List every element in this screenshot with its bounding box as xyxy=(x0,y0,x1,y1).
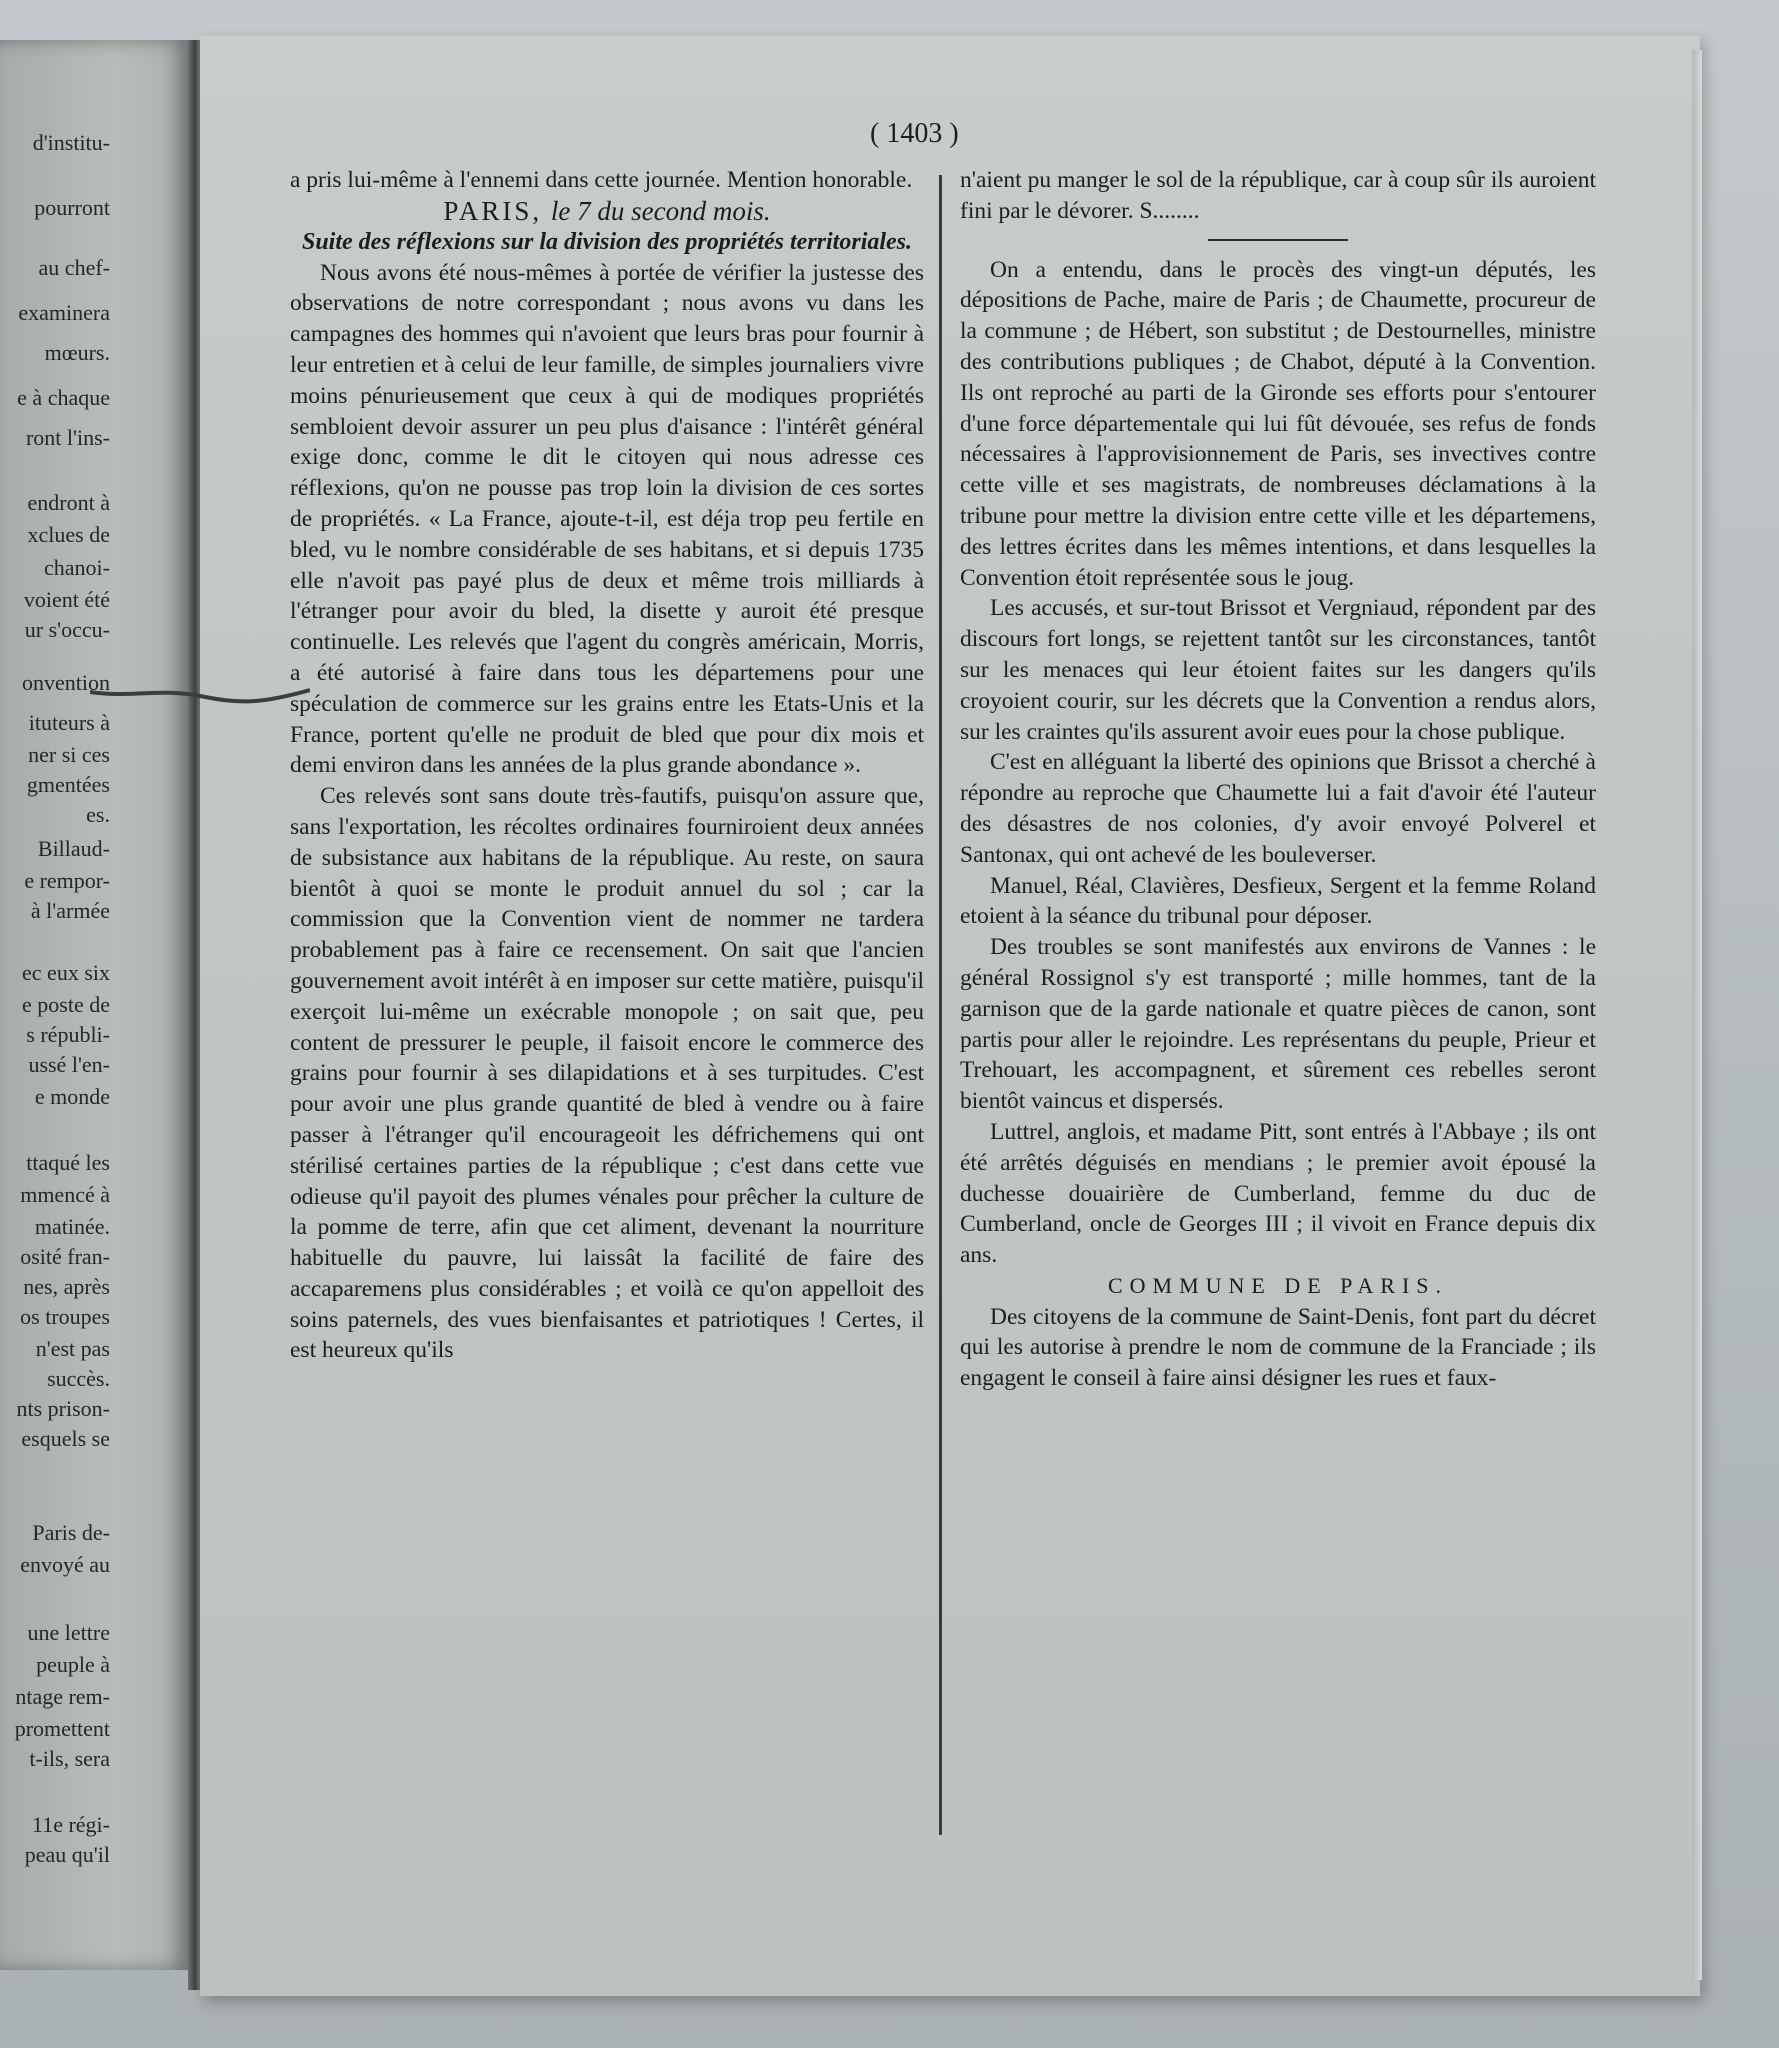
facing-page-text-fragment: onvention xyxy=(22,670,110,695)
article-paragraph: Ces relevés sont sans doute très-fautifs, puisqu'on assure que, sans l'exportation, les récoltes ordinaires fourniroient deux années de subsistance aux habitans de la république. Au reste, on saura bientôt à quoi se monte le produit annuel du sol ; car la commission que la Convention vient de nommer ne tardera probablement pas à faire ce recensement. On sait que l'ancien gouvernement avoit intérêt à en imposer sur cette matière, puisqu'il exerçoit lui-même un exécrable monopole ; on sait que, peu content de pressurer le peuple, il faisoit encore le commerce des grains pour fournir à ses dilapidations et à ses turpitudes. C'est pour avoir une plus grande quantité de bled à vendre ou à faire passer à l'étranger qu'il encourageoit les défrichemens qui ont stérilisé certaines parties de la république ; c'est dans cette vue odieuse qu'il payoit des plumes vénales pour prêcher la culture de la pomme de terre, afin que cet aliment, devenant la nourriture habituelle du pauvre, lui laissât la facilité de faire des accaparemens plus considérables ; et voilà ce qu'on appelloit des soins paternels, des vues bienfaisantes et patriotiques ! Certes, il est heureux qu'ils xyxy=(290,783,924,1364)
article-paragraph: Manuel, Réal, Clavières, Desfieux, Sergent et la femme Roland etoient à la séance du tribunal pour déposer. xyxy=(960,872,1596,930)
article-paragraph: Des citoyens de la commune de Saint-Denis, font part du décret qui les autorise à prendre le nom de commune de la Franciade ; ils engagent le conseil à faire ainsi désigner les rues et faux- xyxy=(960,1303,1596,1392)
article-paragraph: On a entendu, dans le procès des vingt-un députés, les dépositions de Pache, maire de Paris ; de Chaumette, procureur de la commune ; de Hébert, son substitut ; de Destournelles, ministre des contributions publiques ; de Chabot, député à la Convention. Ils ont reproché au parti de la Gironde ses efforts pour s'entourer d'une force départementale qui lui fût dévouée, ses refus de fonds nécessaires à l'approvisionnement de Paris, ses invectives contre cette ville et ses magistrats, de nombreuses déclamations à la tribune pour mettre la division entre cette ville et les départemens, des lettres écrites dans les mêmes intentions, et dans lesquelles la Convention étoit représentée sous le joug. xyxy=(960,256,1596,591)
dateline-place: PARIS, xyxy=(443,195,543,226)
right-column xyxy=(960,165,1596,1394)
facing-page-text-fragment: promettent xyxy=(14,1716,110,1741)
facing-page-text-fragment: 11e régi- xyxy=(32,1812,110,1837)
facing-page-text-fragment: une lettre xyxy=(27,1620,110,1645)
article-paragraph: Nous avons été nous-mêmes à portée de vérifier la justesse des observations de notre correspondant ; nous avons vu dans les campagnes des hommes qui n'avoient que leurs bras pour fournir à leur entretien et à celui de leur famille, de simples journaliers vivre moins pénurieusement que ceux à qui de modiques propriétés sembloient devoir assurer un peu plus d'aisance : l'intérêt général exige donc, comme le dit le citoyen qui nous adresse ces réflexions, qu'on ne pousse pas trop loin la division de ces sortes de propriétés. « La France, ajoute-t-il, est déja trop peu fertile en bled, vu le nombre considérable de ses habitans, et si depuis 1735 elle n'avoit pas payé plus de deux et même trois milliards à l'étranger pour avoir du bled, la disette y auroit été presque continuelle. Les relevés que l'agent du congrès américain, Morris, a été autorisé à faire dans tous les départemens pour une spéculation de commerce sur les grains entre les Etats-Unis et la France, portent qu'elle ne produit de bled que pour dix mois et demi environ dans les années de la plus grande abondance ». xyxy=(290,259,924,779)
facing-page-text-fragment: ussé l'en- xyxy=(28,1052,110,1077)
facing-page-text-fragment: e monde xyxy=(34,1084,110,1109)
left-opening-text: a pris lui-même à l'ennemi dans cette journée. Mention honorable. xyxy=(290,167,913,193)
facing-page-text-fragment: e à chaque xyxy=(17,385,110,410)
facing-page-text-fragment: ntage rem- xyxy=(15,1684,110,1709)
section-divider xyxy=(1208,239,1348,241)
facing-page-edge xyxy=(0,40,190,1970)
facing-page-text-fragment: ur s'occu- xyxy=(24,617,110,642)
facing-page-text-fragment: ttaqué les xyxy=(26,1150,110,1175)
dateline-date: le 7 du second mois. xyxy=(550,195,771,226)
facing-page-text-fragment: n'est pas xyxy=(35,1336,110,1361)
facing-page-text-fragment: es. xyxy=(86,802,110,827)
page-number: ( 1403 ) xyxy=(870,118,959,149)
article-paragraph: Des troubles se sont manifestés aux environs de Vannes : le général Rossignol s'y est transporté ; mille hommes, tant de la garnison que de la garde nationale et quatre pièces de canon, sont partis pour aller le rejoindre. Les représentans du peuple, Prieur et Trehouart, les accompagnent, et sûrement ces rebelles seront bientôt vaincus et dispersés. xyxy=(960,934,1596,1115)
section-title: COMMUNE DE PARIS. xyxy=(1107,1272,1449,1298)
dateline xyxy=(290,196,924,227)
facing-page-text-fragment: voient été xyxy=(23,587,110,612)
facing-page-text-fragment: ec eux six xyxy=(22,960,110,985)
article-paragraph: C'est en alléguant la liberté des opinions que Brissot a cherché à répondre au reproche que Chaumette lui a fait d'avoir été l'auteur des désastres de nos colonies, d'y avoir envoyé Polverel et Santonax, qui ont achevé de les bouleverser. xyxy=(960,749,1596,868)
facing-page-text-fragment: peuple à xyxy=(36,1652,110,1677)
facing-page-text-fragment: os troupes xyxy=(20,1304,110,1329)
facing-page-text-fragment: nts prison- xyxy=(16,1396,110,1421)
facing-page-text-fragment: e poste de xyxy=(22,992,110,1017)
article-paragraph: Les accusés, et sur-tout Brissot et Vergniaud, répondent par des discours fort longs, se rejettent tantôt sur les circonstances, tantôt sur les menaces qui leur étoient faites sur les dangers qu'ils croyoient courir, sur les décrets que la Convention a rendus alors, sur les craintes qu'ils assurent avoir eues pour la chose publique. xyxy=(960,595,1596,745)
facing-page-text-fragment: d'institu- xyxy=(32,130,110,155)
facing-page-text-fragment: mmencé à xyxy=(20,1182,110,1207)
facing-page-text-fragment: endront à xyxy=(27,490,110,515)
facing-page-text-fragment: peau qu'il xyxy=(24,1842,110,1867)
facing-page-text-fragment: Paris de- xyxy=(32,1520,110,1545)
facing-page-text-fragment: esquels se xyxy=(21,1426,110,1451)
right-opening-text: n'aient pu manger le sol de la république, car à coup sûr ils auroient fini par le dévorer. S........ xyxy=(960,167,1596,224)
article-paragraph: Luttrel, anglois, et madame Pitt, sont entrés à l'Abbaye ; ils ont été arrêtés déguisés en mendians ; le premier avoit épousé la duchesse douairière de Cumberland, femme du duc de Cumberland, oncle de Georges III ; il vivoit en France depuis dix ans. xyxy=(960,1118,1596,1269)
facing-page-text-fragment: nes, après xyxy=(23,1274,110,1299)
facing-page-text-fragment: Billaud- xyxy=(37,836,110,861)
facing-page-text-fragment: au chef- xyxy=(38,255,110,280)
facing-page-text-fragment: mœurs. xyxy=(44,340,110,365)
facing-page-text-fragment: pourront xyxy=(34,195,110,220)
facing-page-text-fragment: à l'armée xyxy=(30,898,110,923)
column-rule xyxy=(939,175,942,1835)
facing-page-text-fragment: ront l'ins- xyxy=(25,425,110,450)
facing-page-text-fragment: osité fran- xyxy=(20,1244,110,1269)
facing-page-text-fragment: ituteurs à xyxy=(28,710,110,735)
facing-page-text-fragment: xclues de xyxy=(27,522,110,547)
facing-page-text-fragment: ner si ces xyxy=(28,742,110,767)
facing-page-text-fragment: chanoi- xyxy=(44,555,110,580)
facing-page-text-fragment: t-ils, sera xyxy=(29,1746,110,1771)
facing-page-text-fragment: matinée. xyxy=(34,1214,110,1239)
facing-page-text-fragment: succès. xyxy=(47,1366,110,1391)
page-edge xyxy=(1692,50,1702,1980)
left-column xyxy=(290,165,924,1366)
paper-crease xyxy=(90,680,310,710)
facing-page-text-fragment: gmentées xyxy=(26,772,110,797)
facing-page-text-fragment: s républi- xyxy=(26,1022,110,1047)
article-subhead: Suite des réflexions sur la division des propriétés territoriales. xyxy=(301,228,913,255)
facing-page-text-fragment: e rempor- xyxy=(24,868,110,893)
facing-page-text-fragment: envoyé au xyxy=(20,1552,110,1577)
facing-page-text-fragment: examinera xyxy=(18,300,110,325)
